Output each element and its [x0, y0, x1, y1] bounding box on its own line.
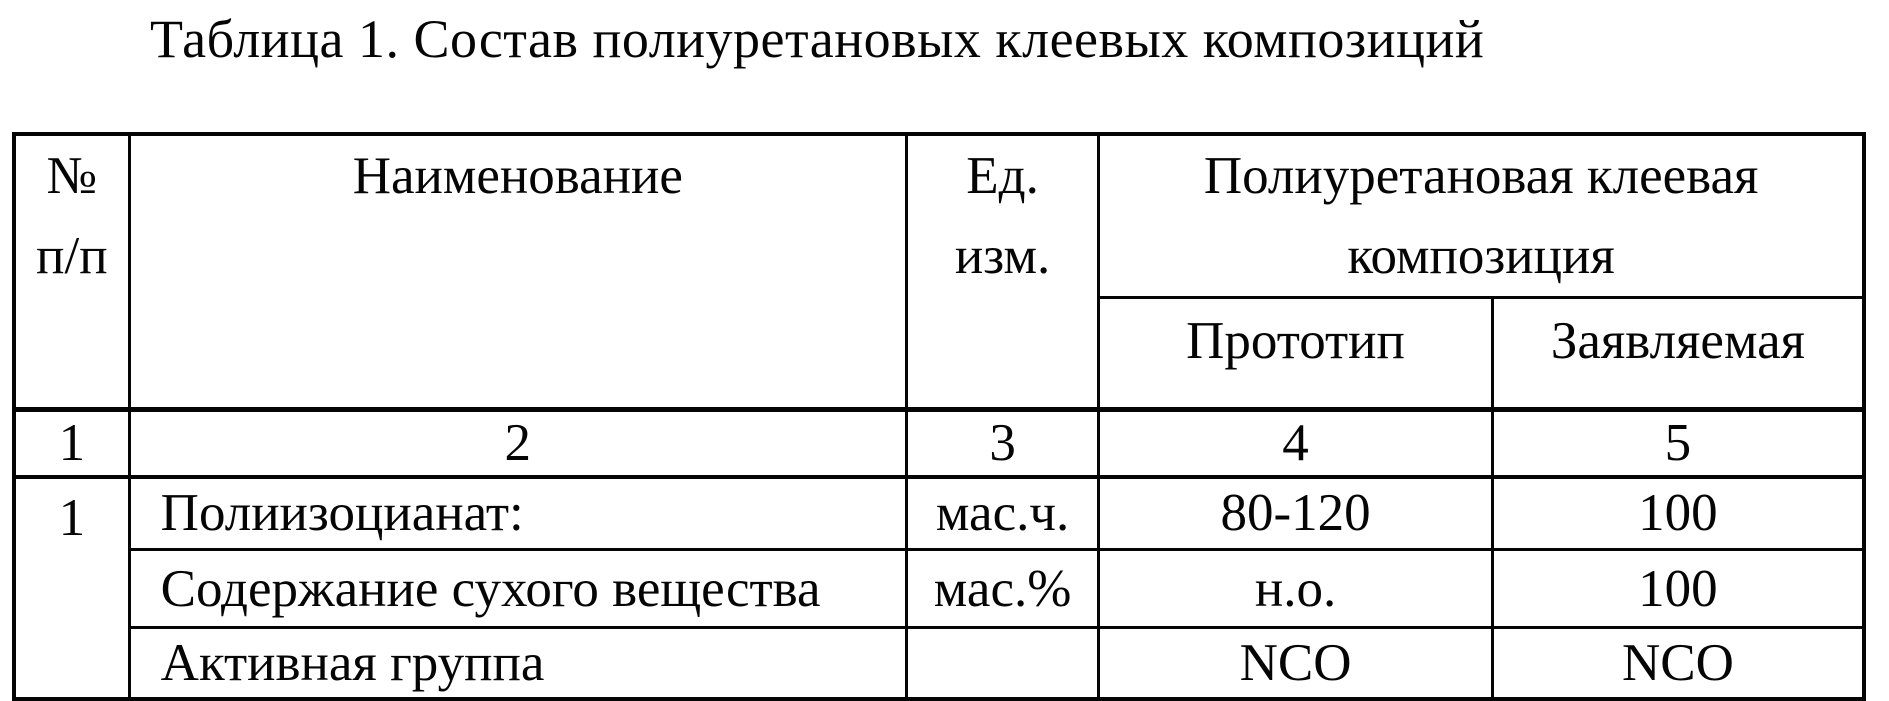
cell-claimed: 100	[1492, 477, 1864, 550]
subheader-cell-prototype: Прототип	[1099, 298, 1493, 410]
cell-row-number: 1	[14, 477, 129, 700]
header-cell-composition-group	[1099, 134, 1864, 298]
column-number-3: 3	[906, 410, 1098, 477]
cell-name: Активная группа	[129, 628, 906, 700]
header-cell-number	[14, 134, 129, 410]
header-number-line2: п/п	[36, 227, 108, 285]
header-cell-name: Наименование	[129, 134, 906, 410]
column-number-1: 1	[14, 410, 129, 477]
table-caption: Таблица 1. Состав полиуретановых клеевых композиций	[150, 9, 1485, 69]
table-row	[14, 550, 1864, 628]
cell-name: Содержание сухого вещества	[129, 550, 906, 628]
subheader-cell-claimed: Заявляемая	[1492, 298, 1864, 410]
header-number-line1: №	[46, 147, 98, 205]
table-row	[14, 477, 1864, 550]
column-number-5: 5	[1492, 410, 1864, 477]
header-unit-line2: изм.	[954, 227, 1051, 285]
cell-prototype: 80-120	[1099, 477, 1493, 550]
cell-prototype: н.о.	[1099, 550, 1493, 628]
cell-unit: мас.%	[906, 550, 1098, 628]
header-group-line1: Полиуретановая клеевая	[1203, 147, 1759, 205]
column-number-4: 4	[1099, 410, 1493, 477]
cell-unit	[906, 628, 1098, 700]
column-number-2: 2	[129, 410, 906, 477]
composition-table	[12, 132, 1866, 701]
cell-claimed: NCO	[1492, 628, 1864, 700]
header-unit-line1: Ед.	[966, 147, 1039, 205]
cell-prototype: NCO	[1099, 628, 1493, 700]
cell-unit: мас.ч.	[906, 477, 1098, 550]
header-cell-unit	[906, 134, 1098, 410]
header-group-line2: композиция	[1347, 227, 1615, 285]
table-row	[14, 628, 1864, 700]
cell-name: Полиизоцианат:	[129, 477, 906, 550]
column-number-row	[14, 410, 1864, 477]
cell-claimed: 100	[1492, 550, 1864, 628]
header-row	[14, 134, 1864, 298]
